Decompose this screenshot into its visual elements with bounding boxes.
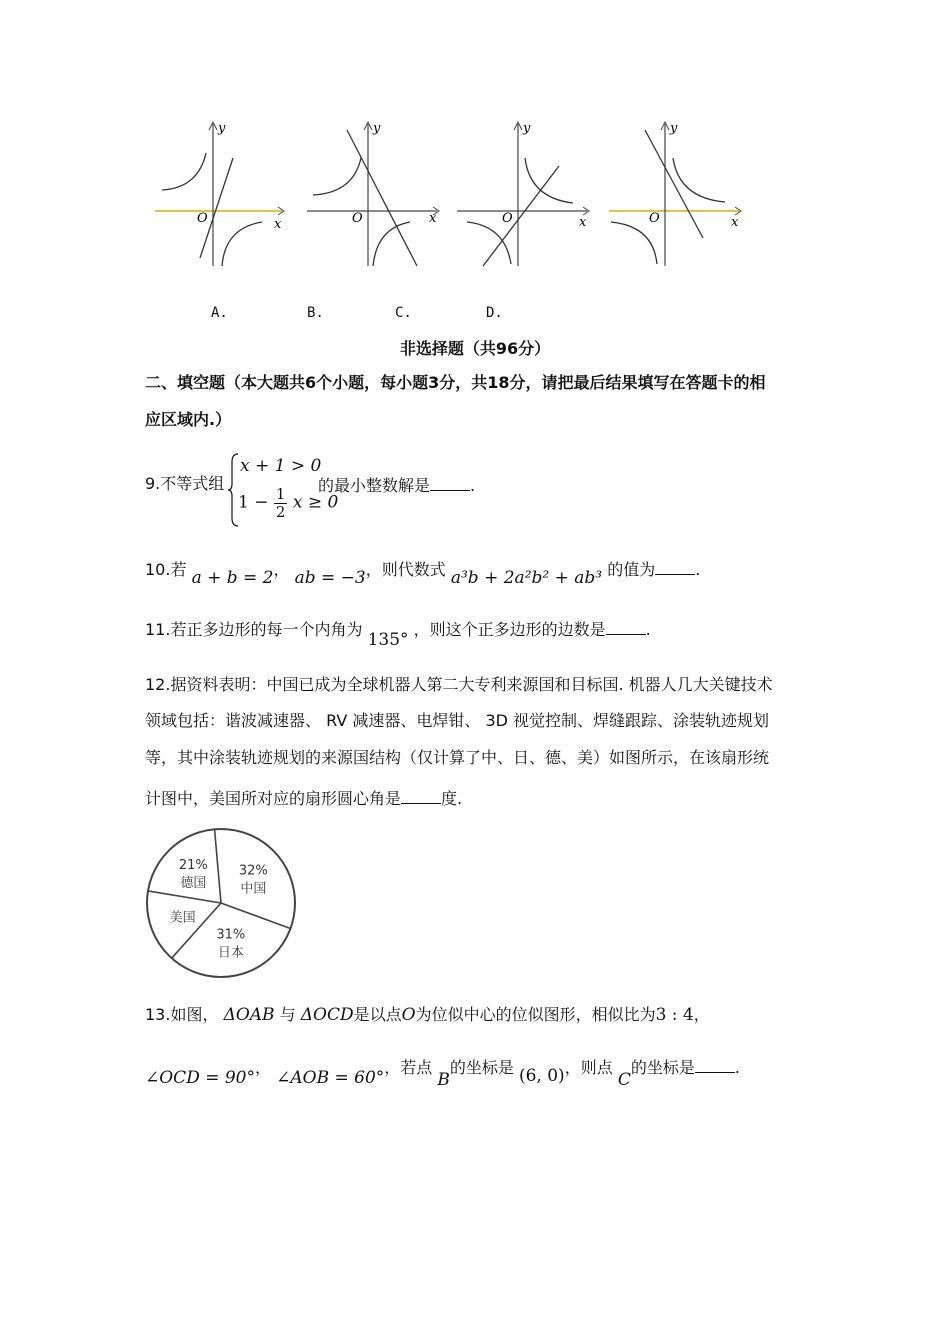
svg-text:O: O (502, 211, 513, 226)
section-title: 非选择题（共96分） (399, 339, 551, 358)
option-graph-b (305, 118, 445, 268)
q13-line2: ∠OCD = 90°， ∠AOB = 60°，若点 B的坐标是 (6, 0)，则点 C的坐标是 . (145, 1058, 740, 1090)
q12-line1: 12.据资料表明：中国已成为全球机器人第二大专利来源国和目标国. 机器人几大关键技术 (145, 675, 773, 694)
pie-slice-label: 德国 (180, 876, 207, 892)
q13-line1: 13.如图， ΔOAB 与 ΔOCD是以点O为位似中心的位似图形，相似比为3 : 4， (145, 1005, 710, 1025)
q9-answer-blank[interactable] (430, 476, 470, 491)
pie-slice-percent: 32% (238, 863, 268, 879)
option-graph-c (455, 118, 595, 268)
svg-text:y: y (523, 121, 531, 136)
pie-slice-label: 日本 (217, 945, 244, 961)
pie-chart (145, 823, 300, 987)
q11-answer-blank[interactable] (606, 620, 646, 635)
svg-text:y: y (373, 121, 381, 136)
option-graph-d (607, 118, 747, 268)
option-label-d: D. (486, 305, 503, 321)
q10: 10.若 a + b = 2， ab = −3，则代数式 a³b + 2a²b² + ab³ 的值为 . (145, 560, 701, 588)
q9-inequality-1: x + 1 > 0 (240, 456, 322, 476)
svg-text:x: x (429, 211, 437, 226)
pie-slice-label: 美国 (169, 910, 196, 926)
q12-line4: 计图中，美国所对应的扇形圆心角是 度. (145, 789, 463, 808)
pie-slice-percent: 21% (178, 858, 208, 874)
svg-text:O: O (352, 211, 363, 226)
q9-tail: 的最小整数解是 . (318, 476, 476, 495)
section-heading-line2: 应区域内.） (145, 410, 232, 429)
section-heading-line1: 二、填空题（本大题共6个小题，每小题3分，共18分，请把最后结果填写在答题卡的相 (145, 373, 766, 392)
q9-inequality-2: 1 − $\frac{1}{2}$ x ≥ 0 (238, 485, 339, 521)
q9-lead: 9.不等式组 (145, 474, 225, 493)
svg-text:O: O (649, 211, 660, 226)
x-axis-label: x (274, 217, 282, 232)
q12-line3: 等，其中涂装轨迹规划的来源国结构（仅计算了中、日、德、美）如图所示，在该扇形统 (145, 748, 770, 767)
q12-line2: 领域包括：谐波减速器、 RV 减速器、电焊钳、 3D 视觉控制、焊缝跟踪、涂装轨迹规划 (145, 711, 770, 730)
q11: 11.若正多边形的每一个内角为 135° ，则这个正多边形的边数是 . (145, 620, 651, 650)
pie-slice-label: 中国 (240, 881, 267, 897)
origin-label: O (197, 211, 208, 226)
option-label-b: B. (307, 305, 324, 321)
option-label-c: C. (395, 305, 412, 321)
q10-answer-blank[interactable] (655, 560, 695, 575)
svg-text:x: x (731, 215, 739, 230)
option-label-a: A. (211, 305, 228, 321)
option-graph-a (150, 118, 290, 268)
svg-text:x: x (579, 215, 587, 230)
q12-answer-blank[interactable] (401, 789, 441, 804)
pie-slice-percent: 31% (216, 927, 246, 943)
svg-text:y: y (670, 121, 678, 136)
q13-answer-blank[interactable] (695, 1058, 735, 1073)
y-axis-label: y (218, 121, 226, 136)
